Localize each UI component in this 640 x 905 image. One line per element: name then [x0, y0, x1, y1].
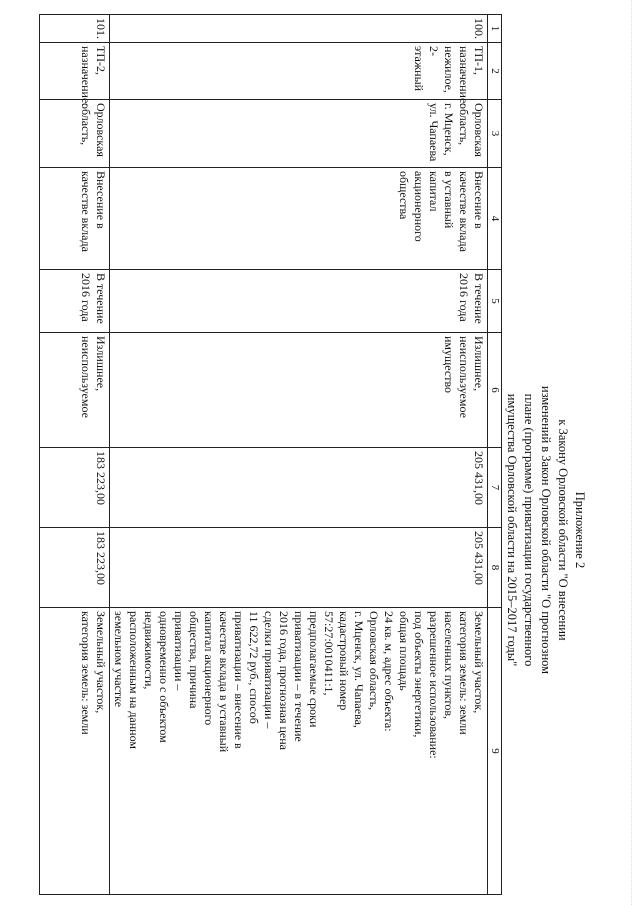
text-line: ТП-1,: [472, 46, 486, 75]
value-cell-8: 205 431,00: [110, 528, 488, 608]
period-cell: [110, 270, 488, 333]
text-line: Внесение в: [472, 171, 486, 229]
column-number-row: [488, 15, 502, 895]
period-cell: [40, 270, 110, 333]
privatization-method-cell: [40, 168, 110, 270]
text-line: земельном участке: [112, 611, 126, 708]
text-line: недвижимости,: [142, 611, 156, 690]
value-cell-7: 183 223,00: [40, 448, 110, 528]
table-row: [110, 15, 488, 895]
text-line: 2016 года, прогнозная цена: [277, 611, 291, 750]
table-row: [40, 15, 110, 895]
text-line: приватизации – в течение: [292, 611, 306, 742]
address-cell: [40, 100, 110, 168]
text-line: Излишнее,: [472, 336, 486, 392]
text-line: капитал акционерного: [202, 611, 216, 726]
row-number: 100.: [110, 15, 488, 43]
header-line-3: изменений в Закон Орловской области "О прогнозном: [539, 385, 553, 675]
col-number: 9: [488, 608, 502, 895]
col-number: 6: [488, 333, 502, 448]
appendix-header: [503, 170, 588, 890]
text-line: качестве вклада: [457, 171, 471, 252]
privatization-table: [39, 14, 502, 895]
text-line: акционерного: [412, 171, 426, 242]
text-line: Земельный участок,: [94, 611, 108, 714]
text-line: общества: [397, 171, 411, 220]
text-line: сделки приватизации –: [262, 611, 276, 729]
text-line: неиспользуемое: [457, 336, 471, 418]
text-line: Излишнее,: [94, 336, 108, 392]
col-number: 5: [488, 270, 502, 333]
text-line: Земельный участок,: [472, 611, 486, 714]
text-line: кадастровый номер: [337, 611, 351, 711]
text-line: под объекты энергетики,: [412, 611, 426, 738]
header-line-5: имущества Орловской области на 2015–2017 годы": [505, 393, 519, 667]
reason-cell: [40, 333, 110, 448]
text-line: качестве вклада: [79, 171, 93, 252]
col-number: 3: [488, 100, 502, 168]
value-cell-7: 205 431,00: [110, 448, 488, 528]
reason-cell: [110, 333, 488, 448]
header-line-2: к Закону Орловской области "О внесении: [556, 419, 570, 641]
value-cell-8: 183 223,00: [40, 528, 110, 608]
text-line: В течение: [472, 273, 486, 324]
text-line: имущество: [442, 336, 456, 394]
text-line: назначение:: [457, 46, 471, 107]
text-line: приватизации – внесение в: [232, 611, 246, 749]
text-line: 2016 года: [457, 273, 471, 322]
text-line: предполагаемые сроки: [307, 611, 321, 728]
text-line: общества, причина: [187, 611, 201, 709]
text-line: ул. Чапаева: [427, 103, 441, 162]
text-line: приватизации –: [172, 611, 186, 691]
text-line: 2-этажный: [412, 46, 441, 92]
text-line: область,: [79, 103, 93, 146]
col-number: 7: [488, 448, 502, 528]
land-plot-cell: [40, 608, 110, 895]
text-line: 57:27:0010411:1,: [322, 611, 336, 696]
land-plot-cell: [110, 608, 488, 895]
text-line: категория земель: земли: [79, 611, 93, 735]
text-line: г. Мценск, ул. Чапаева,: [352, 611, 366, 728]
col-number: 4: [488, 168, 502, 270]
header-line-4: плане (программе) приватизации государственного: [522, 393, 536, 667]
text-line: 2016 года: [79, 273, 93, 322]
text-line: г. Мценск,: [442, 103, 456, 156]
text-line: В течение: [94, 273, 108, 324]
text-line: капитал: [427, 171, 441, 212]
object-name-cell: [110, 43, 488, 107]
text-line: населенных пунктов,: [442, 611, 456, 720]
address-cell: [110, 100, 488, 168]
scan-edge-line: [631, 0, 632, 905]
text-line: Внесение в: [94, 171, 108, 229]
text-line: Орловская область,: [367, 611, 381, 711]
text-line: качестве вклада в уставный: [217, 611, 231, 753]
text-line: ТП-2,: [94, 46, 108, 75]
text-line: назначение:: [79, 46, 93, 107]
col-number: 1: [488, 15, 502, 43]
text-line: Орловская: [94, 103, 108, 157]
privatization-method-cell: [110, 168, 488, 270]
text-line: категория земель: земли: [457, 611, 471, 735]
text-line: одновременно с объектом: [157, 611, 171, 743]
text-line: Орловская: [472, 103, 486, 157]
row-number: 101.: [40, 15, 110, 43]
text-line: 11 622,72 руб., способ: [247, 611, 261, 724]
object-name-cell: [40, 43, 110, 107]
text-line: разрешенное использование:: [427, 611, 441, 759]
text-line: нежилое,: [442, 46, 456, 93]
appendix-title: Приложение 2: [573, 491, 587, 569]
text-line: в уставный: [442, 171, 456, 229]
text-line: расположенным на данном: [127, 611, 141, 749]
text-line: 24 кв. м, адрес объекта:: [382, 611, 396, 732]
text-line: неиспользуемое: [79, 336, 93, 418]
col-number: 2: [488, 43, 502, 100]
text-line: общая площадь: [397, 611, 411, 691]
text-line: область,: [457, 103, 471, 146]
col-number: 8: [488, 528, 502, 608]
